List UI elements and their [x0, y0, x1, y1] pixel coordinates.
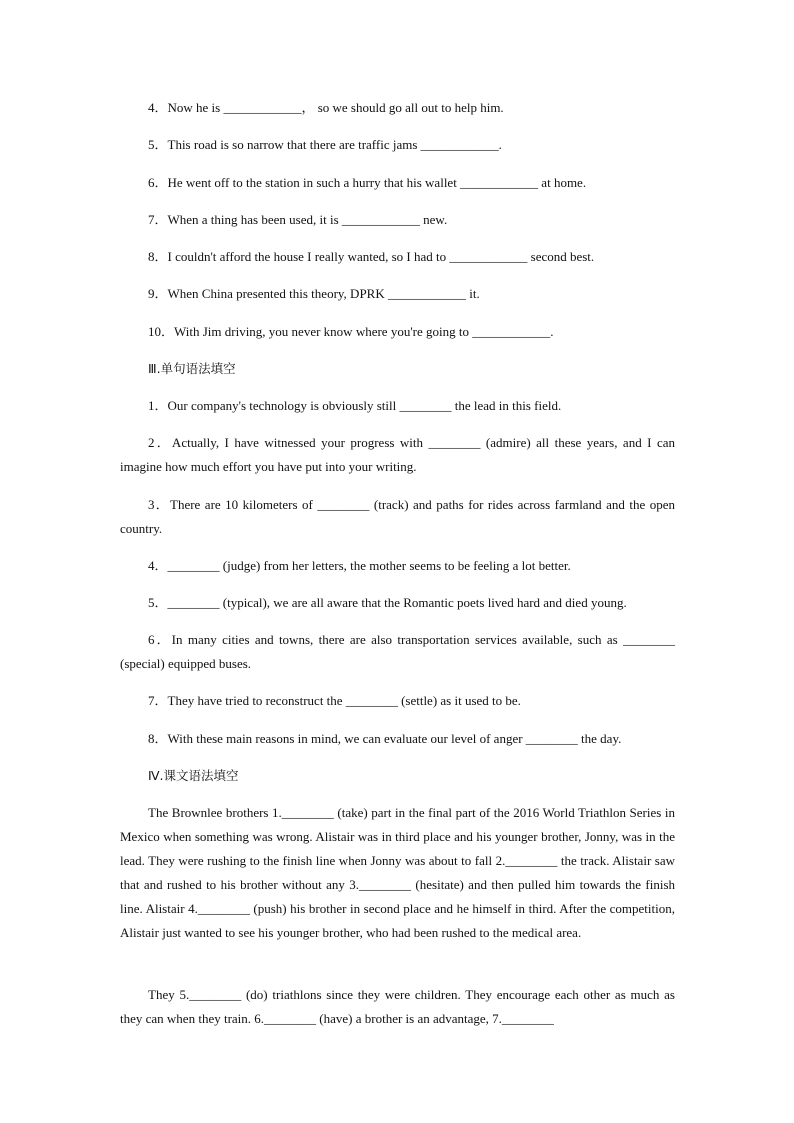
part2-item-8: 8．I couldn't afford the house I really wanted, so I had to ____________ second best.	[148, 249, 595, 264]
part3-heading: Ⅲ.单句语法填空	[148, 361, 236, 376]
part2-item-6: 6．He went off to the station in such a hurry that his wallet ____________ at home.	[148, 175, 587, 190]
part3-item-7: 7．They have tried to reconstruct the ________ (settle) as it used to be.	[148, 693, 521, 708]
worksheet-page	[120, 0, 675, 1123]
part3-item-8: 8．With these main reasons in mind, we can evaluate our level of anger ________ the day.	[148, 731, 622, 746]
part3-item-1: 1．Our company's technology is obviously still ________ the lead in this field.	[148, 398, 562, 413]
part3-item-5: 5．________ (typical), we are all aware that the Romantic poets lived hard and died young.	[148, 595, 627, 610]
part4-paragraph-2: They 5.________ (do) triathlons since they were children. They encourage each other as much as they can when they train. 6.________ (have) a brother is an advantage, 7.________	[120, 987, 675, 1026]
part4-paragraph-1: The Brownlee brothers 1.________ (take) part in the final part of the 2016 World Triathlon Series in Mexico when something was wrong. Alistair was in third place and his younger brother, Jonny, was in the lead. They were rushing to the finish line when Jonny was about to fall 2.________ the track. Alistair saw that and rushed to his brother without any 3.________ (hesitate) and then pulled him towards the finish line. Alistair 4.________ (push) his brother in second place and he himself in third. After the competition, Alistair just wanted to see his younger brother, who had been rushed to the medical area.	[120, 805, 675, 940]
part4-heading: Ⅳ.课文语法填空	[148, 768, 239, 783]
part3-item-2: 2．Actually, I have witnessed your progress with ________ (admire) all these years, and I can imagine how much effort you have put into your writing.	[120, 435, 675, 474]
part3-item-4: 4．________ (judge) from her letters, the mother seems to be feeling a lot better.	[148, 558, 571, 573]
part2-item-4: 4．Now he is ____________， so we should go all out to help him.	[148, 100, 504, 115]
part3-item-6: 6．In many cities and towns, there are also transportation services available, such as ________ (special) equipped buses.	[120, 632, 675, 671]
part2-item-7: 7．When a thing has been used, it is ____________ new.	[148, 212, 448, 227]
part2-item-10: 10．With Jim driving, you never know where you're going to ____________.	[148, 324, 554, 339]
part2-item-9: 9．When China presented this theory, DPRK ____________ it.	[148, 286, 480, 301]
part2-item-5: 5．This road is so narrow that there are traffic jams ____________.	[148, 137, 502, 152]
part3-item-3: 3．There are 10 kilometers of ________ (track) and paths for rides across farmland and the open country.	[120, 497, 675, 536]
